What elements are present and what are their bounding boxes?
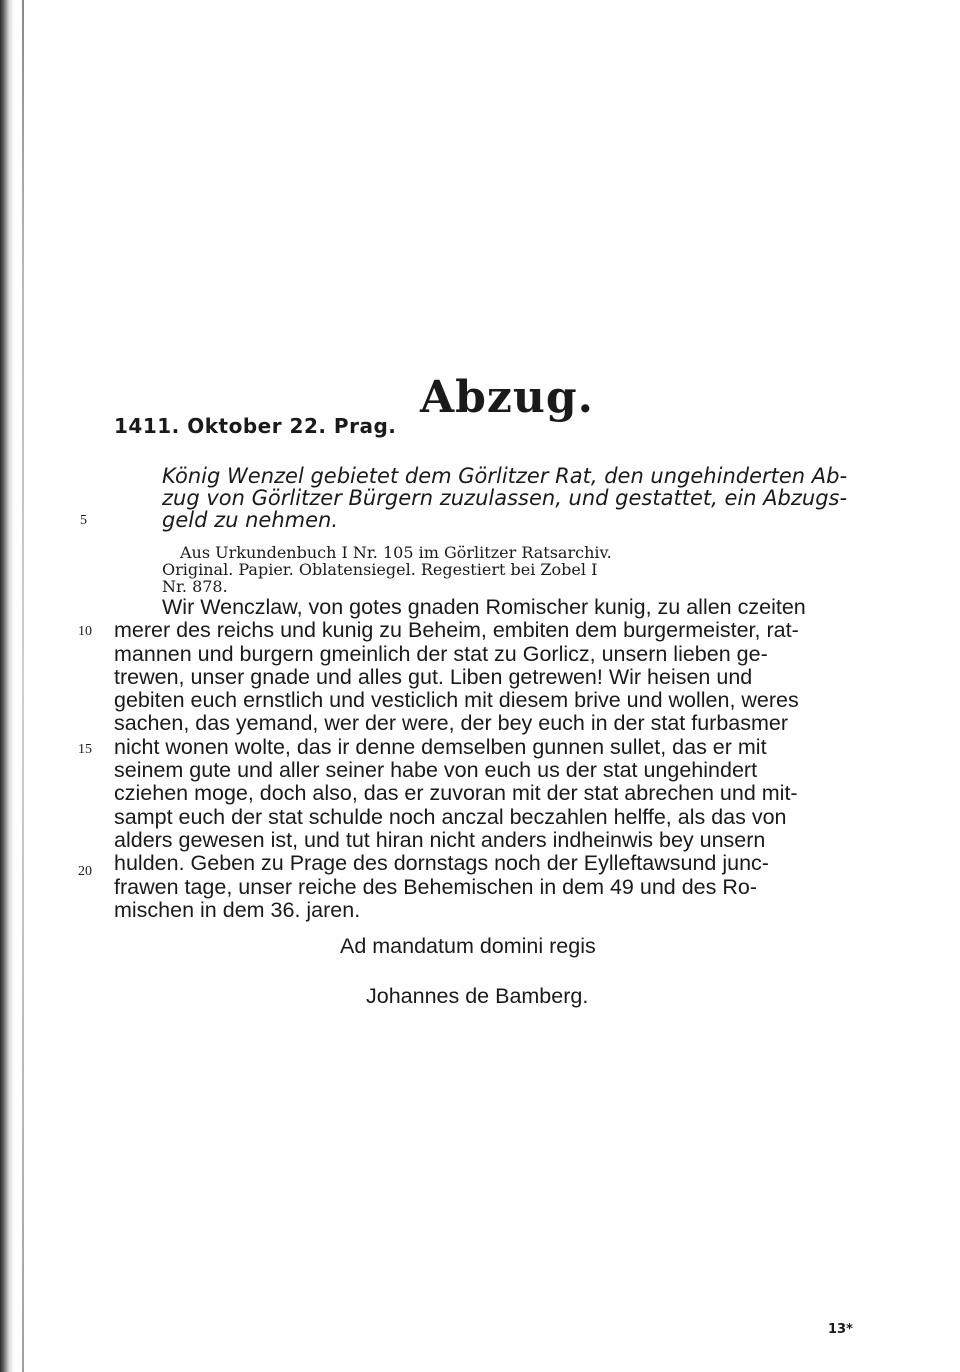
summary-line: König Wenzel gebietet dem Görlitzer Rat, den ungehinderten Ab- bbox=[162, 464, 848, 488]
document-date-place: 1411. Oktober 22. Prag. bbox=[114, 414, 397, 438]
source-line: Nr. 878. bbox=[162, 577, 228, 596]
scan-binding-line bbox=[22, 0, 24, 1372]
margin-line-number: 10 bbox=[78, 624, 92, 639]
body-line: mannen und burgern gmeinlich der stat zu Gorlicz, unsern lieben ge- bbox=[114, 641, 768, 666]
document-body bbox=[114, 596, 868, 922]
margin-line-number: 5 bbox=[80, 513, 87, 528]
body-line: trewen, unser gnade und alles gut. Liben getrewen! Wir heisen und bbox=[114, 664, 753, 689]
margin-line-number: 15 bbox=[78, 742, 92, 757]
document-summary bbox=[162, 465, 868, 531]
body-line: Wir Wenczlaw, von gotes gnaden Romischer kunig, zu allen czeiten bbox=[162, 595, 806, 619]
page-number: 13* bbox=[828, 1322, 853, 1337]
body-line: sampt euch der stat schulde noch anczal beczahlen helffe, als das von bbox=[114, 804, 787, 829]
body-line: seinem gute und aller seiner habe von euch us der stat ungehindert bbox=[114, 758, 758, 783]
body-line: mischen in dem 36. jaren. bbox=[114, 897, 361, 922]
body-line: frawen tage, unser reiche des Behemischen in dem 49 und des Ro- bbox=[114, 874, 757, 899]
summary-line: zug von Görlitzer Bürgern zuzulassen, und gestattet, ein Abzugs- bbox=[162, 486, 848, 510]
source-reference bbox=[162, 544, 868, 595]
body-line: alders gewesen ist, und tut hiran nicht anders indheinwis bey unsern bbox=[114, 827, 766, 852]
document-title: Abzug. bbox=[420, 372, 594, 423]
body-line: nicht wonen wolte, das ir denne demselben gunnen sullet, das er mit bbox=[114, 734, 767, 759]
scan-binding-edge bbox=[0, 0, 14, 1372]
body-line: merer des reichs und kunig zu Beheim, embiten dem burgermeister, rat- bbox=[114, 618, 799, 643]
body-line: hulden. Geben zu Prage des dornstags noch der Eylleftawsund junc- bbox=[114, 851, 769, 876]
body-line: gebiten euch ernstlich und vesticlich mit diesem brive und wollen, weres bbox=[114, 688, 799, 713]
body-line: sachen, das yemand, wer der were, der bey euch in der stat furbasmer bbox=[114, 711, 789, 736]
body-line: cziehen moge, doch also, das er zuvoran mit der stat abrechen und mit- bbox=[114, 781, 798, 806]
summary-line: geld zu nehmen. bbox=[162, 508, 338, 532]
source-line: Original. Papier. Oblatensiegel. Regestiert bei Zobel I bbox=[162, 560, 598, 579]
margin-line-number: 20 bbox=[78, 864, 92, 879]
signature: Johannes de Bamberg. bbox=[366, 984, 589, 1008]
source-line: Aus Urkundenbuch I Nr. 105 im Görlitzer Ratsarchiv. bbox=[180, 543, 612, 562]
mandate-note: Ad mandatum domini regis bbox=[340, 934, 596, 958]
